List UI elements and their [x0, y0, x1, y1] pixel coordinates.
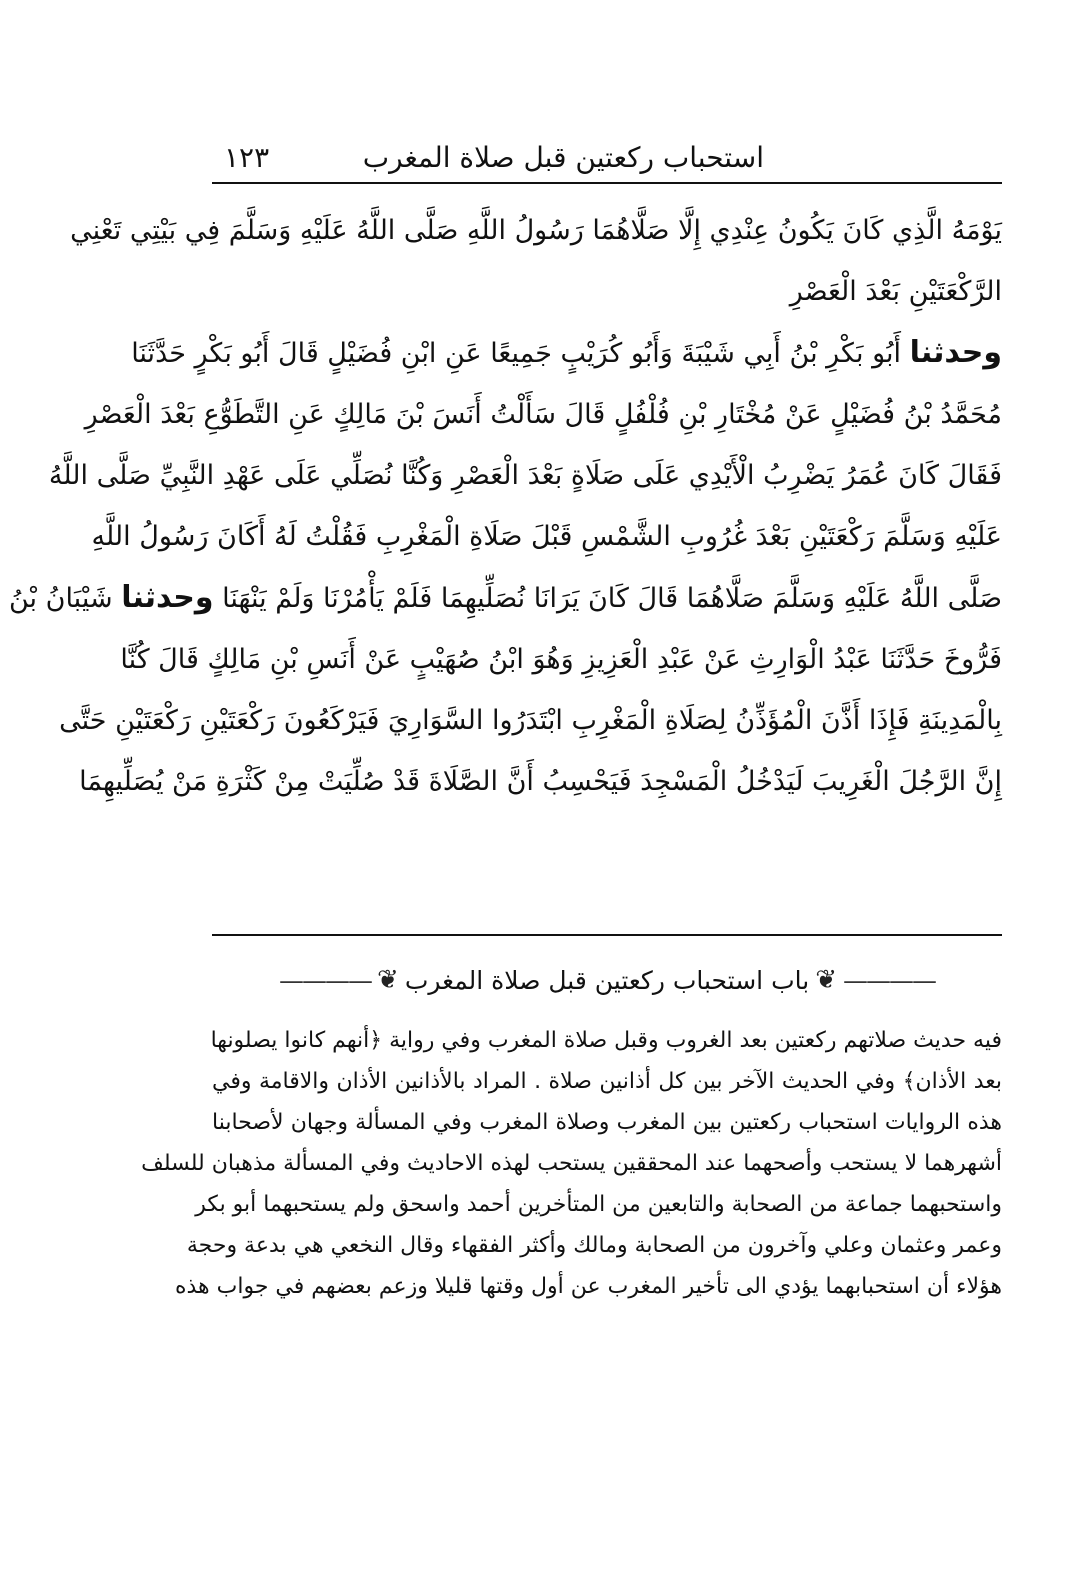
commentary-text [141, 1020, 1002, 1307]
running-header [212, 120, 1002, 174]
hadith-line-7 [8, 567, 1002, 629]
chapter-heading [212, 958, 1002, 1002]
header-rule [212, 182, 1002, 184]
commentary-line-5: واستحبهما جماعة من الصحابة والتابعين من المتأخرين أحمد واسحق ولم يستحبهما أبو بكر [195, 1192, 1002, 1217]
commentary-line-6: وعمر وعثمان وعلي وآخرون من الصحابة ومالك وأكثر الفقهاء وقال النخعي هي بدعة وحجة [186, 1233, 1002, 1258]
hadith-line-8: فَرُّوخَ حَدَّثَنَا عَبْدُ الْوَارِثِ عَنْ عَبْدِ الْعَزِيزِ وَهُوَ ابْنُ صُهَيْبٍ عَنْ أَنَسِ بْنِ مَالِكٍ قَالَ كُنَّا [120, 644, 1002, 675]
hadith-line-7-text: صَلَّى اللَّهُ عَلَيْهِ وَسَلَّمَ صَلَّاهُمَا قَالَ كَانَ يَرَانَا نُصَلِّيهِمَا فَلَمْ يَأْمُرْنَا وَلَمْ يَنْهَنَا [222, 583, 1002, 614]
hadith-line-9: بِالْمَدِينَةِ فَإِذَا أَذَّنَ الْمُؤَذِّنُ لِصَلَاةِ الْمَغْرِبِ ابْتَدَرُوا السَّوَارِيَ فَيَرْكَعُونَ رَكْعَتَيْنِ رَكْعَتَيْنِ حَتَّى [59, 705, 1002, 736]
commentary-line-1: فيه حديث صلاتهم ركعتين بعد الغروب وقبل صلاة المغرب وفي رواية ﴿أنهم كانوا يصلونها [210, 1028, 1002, 1053]
commentary-line-4: أشهرهما لا يستحب وأصحهما عند المحققين يستحب لهذه الاحاديث وفي المسألة مذهبان للسلف [141, 1151, 1002, 1176]
commentary-line-2: بعد الأذان﴾ وفي الحديث الآخر بين كل أذانين صلاة . المراد بالأذانين الأذان والاقامة وفي [212, 1069, 1002, 1094]
header-title: استحباب ركعتين قبل صلاة المغرب [362, 141, 764, 174]
ornament-left-icon: ❦ [377, 965, 399, 995]
hadith-line-2: الرَّكْعَتَيْنِ بَعْدَ الْعَصْرِ [789, 276, 1002, 307]
hadith-line-5: فَقَالَ كَانَ عُمَرُ يَضْرِبُ الْأَيْدِي عَلَى صَلَاةٍ بَعْدَ الْعَصْرِ وَكُنَّا نُصَلِّي عَلَى عَهْدِ النَّبِيِّ صَلَّى اللَّهُ [48, 460, 1002, 491]
hadith-line-7-end: شَيْبَانُ بْنُ [8, 583, 113, 614]
hadith-line-3 [131, 322, 1002, 384]
commentary-line-3: هذه الروايات استحباب ركعتين بين المغرب وصلاة المغرب وفي المسألة وجهان لأصحابنا [212, 1110, 1002, 1135]
heading-dash-right: ———— [842, 965, 935, 995]
isnad-marker: وحدثنا [909, 335, 1002, 370]
hadith-text [8, 200, 1002, 812]
hadith-line-1: يَوْمَهُ الَّذِي كَانَ يَكُونُ عِنْدِي إِلَّا صَلَّاهُمَا رَسُولُ اللَّهِ صَلَّى اللَّهُ عَلَيْهِ وَسَلَّمَ فِي بَيْتِي تَعْنِي [70, 215, 1002, 246]
heading-dash-left: ———— [279, 965, 372, 995]
page-number: ١٢٣ [224, 141, 270, 174]
ornament-right-icon: ❦ [815, 965, 837, 995]
hadith-line-3-text: أَبُو بَكْرِ بْنُ أَبِي شَيْبَةَ وَأَبُو كُرَيْبٍ جَمِيعًا عَنِ ابْنِ فُضَيْلٍ قَالَ أَبُو بَكْرٍ حَدَّثَنَا [131, 338, 902, 369]
hadith-line-10: إِنَّ الرَّجُلَ الْغَرِيبَ لَيَدْخُلُ الْمَسْجِدَ فَيَحْسِبُ أَنَّ الصَّلَاةَ قَدْ صُلِّيَتْ مِنْ كَثْرَةِ مَنْ يُصَلِّيهِمَا [79, 766, 1002, 797]
hadith-line-4: مُحَمَّدُ بْنُ فُضَيْلٍ عَنْ مُخْتَارِ بْنِ فُلْفُلٍ قَالَ سَأَلْتُ أَنَسَ بْنَ مَالِكٍ عَنِ التَّطَوُّعِ بَعْدَ الْعَصْرِ [84, 399, 1002, 430]
commentary-line-7: هؤلاء أن استحبابهما يؤدي الى تأخير المغرب عن أول وقتها قليلا وزعم بعضهم في جواب هذه [174, 1274, 1002, 1299]
chapter-title: باب استحباب ركعتين قبل صلاة المغرب [404, 965, 810, 995]
hadith-line-6: عَلَيْهِ وَسَلَّمَ رَكْعَتَيْنِ بَعْدَ غُرُوبِ الشَّمْسِ قَبْلَ صَلَاةِ الْمَغْرِبِ فَقُلْتُ لَهُ أَكَانَ رَسُولُ اللَّهِ [91, 521, 1002, 552]
section-rule [212, 934, 1002, 936]
isnad-marker-2: وحدثنا [121, 580, 214, 615]
